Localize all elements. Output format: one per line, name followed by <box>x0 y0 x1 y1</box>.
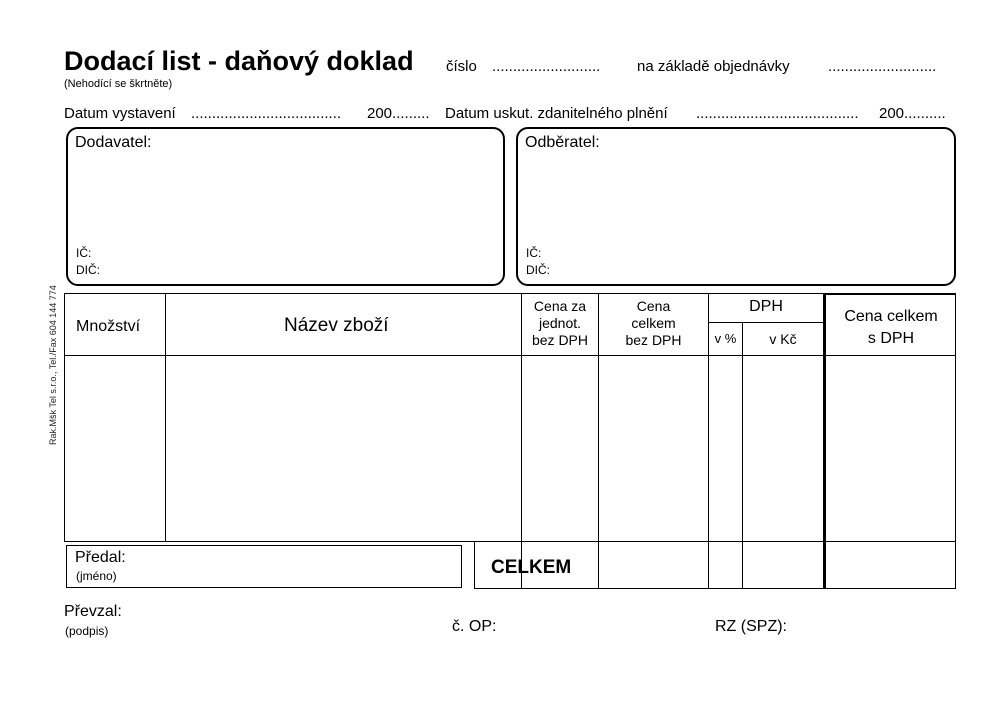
objednavka-label: na základě objednávky <box>637 58 790 75</box>
cislo-field[interactable]: .......................... <box>492 58 601 75</box>
objednavka-field[interactable]: .......................... <box>828 58 937 75</box>
prevzal-sub: (podpis) <box>65 624 109 638</box>
strikeout-note: (Nehodící se škrtněte) <box>64 78 173 90</box>
datum-plneni-field[interactable]: ....................................... <box>696 105 859 122</box>
predal-label: Předal: <box>75 549 126 566</box>
supplier-dic: DIČ: <box>76 263 100 277</box>
celkem-label: CELKEM <box>491 557 572 578</box>
datum-vystaveni-label: Datum vystavení <box>64 105 176 122</box>
col-cena-s-dph: Cena celkem s DPH <box>844 308 938 347</box>
prevzal-label: Převzal: <box>64 603 122 620</box>
datum-plneni-year: 200.......... <box>879 105 946 122</box>
dph-subheader-divider <box>709 322 824 323</box>
col-dph-pct: v % <box>714 331 737 346</box>
customer-ic: IČ: <box>526 246 542 260</box>
col-dph: DPH <box>749 298 783 315</box>
cislo-label: číslo <box>446 58 477 75</box>
col-divider <box>165 293 166 542</box>
document-title: Dodací list - daňový doklad <box>64 46 414 76</box>
col-cena-celkem: Cena celkem bez DPH <box>625 298 682 348</box>
predal-sub: (jméno) <box>76 569 117 583</box>
supplier-label: Dodavatel: <box>75 134 152 151</box>
printer-imprint: Rak.Mšk Tel s.r.o., Tel./Fax 604 144 774 <box>48 285 58 445</box>
customer-dic: DIČ: <box>526 263 550 277</box>
customer-label: Odběratel: <box>525 134 600 151</box>
rz-spz-label: RZ (SPZ): <box>715 618 787 635</box>
col-mnozstvi: Množství <box>76 318 141 335</box>
datum-plneni-label: Datum uskut. zdanitelného plnění <box>445 105 668 122</box>
col-dph-kc: v Kč <box>769 331 797 347</box>
datum-vystaveni-field[interactable]: .................................... <box>191 105 342 122</box>
col-nazev: Název zboží <box>284 315 389 336</box>
thick-top <box>823 293 956 295</box>
cislo-op-label: č. OP: <box>452 618 497 635</box>
supplier-ic: IČ: <box>76 246 92 260</box>
col-cena-jednot: Cena za jednot. bez DPH <box>531 298 589 348</box>
datum-vystaveni-year: 200......... <box>367 105 430 122</box>
